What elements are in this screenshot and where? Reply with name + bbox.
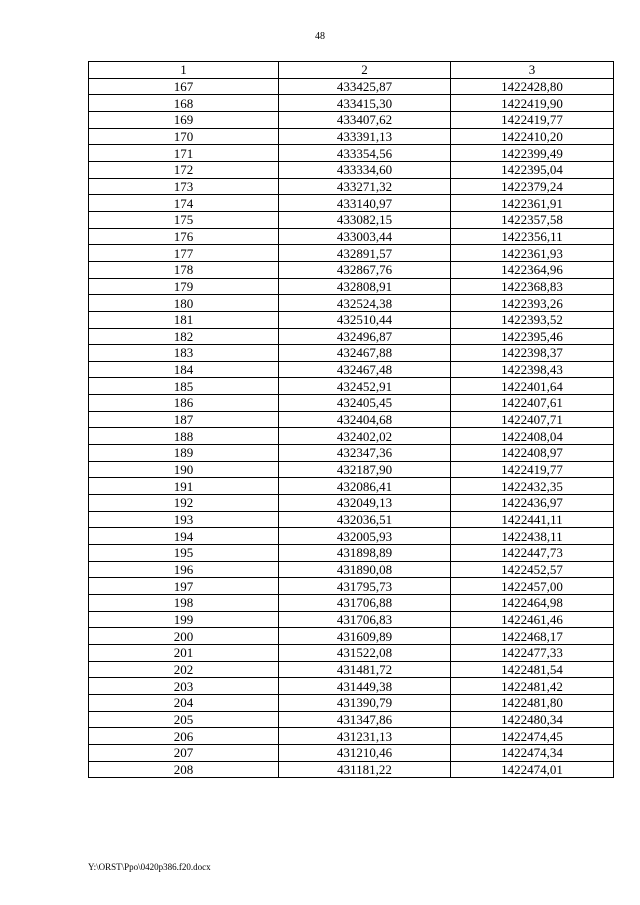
- y-coordinate-cell: 1422481,42: [451, 678, 614, 695]
- table-row: [89, 78, 614, 95]
- x-coordinate-cell: 433425,87: [279, 78, 451, 95]
- point-number-cell: 174: [89, 195, 279, 212]
- table-row: [89, 345, 614, 362]
- point-number-cell: 193: [89, 511, 279, 528]
- table-row: [89, 428, 614, 445]
- table-row: [89, 678, 614, 695]
- y-coordinate-cell: 1422408,04: [451, 428, 614, 445]
- point-number-cell: 203: [89, 678, 279, 695]
- table-row: [89, 361, 614, 378]
- y-coordinate-cell: 1422361,93: [451, 245, 614, 262]
- x-coordinate-cell: 431231,13: [279, 728, 451, 745]
- column-header-2: 2: [279, 62, 451, 79]
- point-number-cell: 201: [89, 644, 279, 661]
- coordinates-table: [88, 61, 614, 778]
- y-coordinate-cell: 1422361,91: [451, 195, 614, 212]
- y-coordinate-cell: 1422461,46: [451, 611, 614, 628]
- table-row: [89, 311, 614, 328]
- y-coordinate-cell: 1422474,34: [451, 744, 614, 761]
- x-coordinate-cell: 431181,22: [279, 761, 451, 778]
- y-coordinate-cell: 1422452,57: [451, 561, 614, 578]
- table-header-row: [89, 62, 614, 79]
- table-row: [89, 761, 614, 778]
- x-coordinate-cell: 431210,46: [279, 744, 451, 761]
- y-coordinate-cell: 1422356,11: [451, 228, 614, 245]
- point-number-cell: 169: [89, 111, 279, 128]
- point-number-cell: 170: [89, 128, 279, 145]
- x-coordinate-cell: 433407,62: [279, 111, 451, 128]
- x-coordinate-cell: 432467,48: [279, 361, 451, 378]
- table-row: [89, 495, 614, 512]
- x-coordinate-cell: 431522,08: [279, 644, 451, 661]
- y-coordinate-cell: 1422477,33: [451, 644, 614, 661]
- table-row: [89, 245, 614, 262]
- x-coordinate-cell: 433415,30: [279, 95, 451, 112]
- x-coordinate-cell: 432867,76: [279, 261, 451, 278]
- table-row: [89, 661, 614, 678]
- y-coordinate-cell: 1422441,11: [451, 511, 614, 528]
- point-number-cell: 208: [89, 761, 279, 778]
- y-coordinate-cell: 1422480,34: [451, 711, 614, 728]
- y-coordinate-cell: 1422407,71: [451, 411, 614, 428]
- point-number-cell: 171: [89, 145, 279, 162]
- point-number-cell: 186: [89, 395, 279, 412]
- y-coordinate-cell: 1422481,80: [451, 694, 614, 711]
- table-row: [89, 278, 614, 295]
- point-number-cell: 188: [89, 428, 279, 445]
- y-coordinate-cell: 1422447,73: [451, 545, 614, 562]
- x-coordinate-cell: 433082,15: [279, 211, 451, 228]
- point-number-cell: 184: [89, 361, 279, 378]
- x-coordinate-cell: 432808,91: [279, 278, 451, 295]
- x-coordinate-cell: 432036,51: [279, 511, 451, 528]
- page-number: 48: [315, 31, 325, 42]
- point-number-cell: 191: [89, 478, 279, 495]
- table-row: [89, 644, 614, 661]
- y-coordinate-cell: 1422428,80: [451, 78, 614, 95]
- y-coordinate-cell: 1422432,35: [451, 478, 614, 495]
- table-row: [89, 511, 614, 528]
- table-row: [89, 478, 614, 495]
- table-row: [89, 211, 614, 228]
- y-coordinate-cell: 1422399,49: [451, 145, 614, 162]
- y-coordinate-cell: 1422436,97: [451, 495, 614, 512]
- point-number-cell: 176: [89, 228, 279, 245]
- y-coordinate-cell: 1422474,01: [451, 761, 614, 778]
- x-coordinate-cell: 432404,68: [279, 411, 451, 428]
- point-number-cell: 195: [89, 545, 279, 562]
- table-row: [89, 445, 614, 462]
- point-number-cell: 181: [89, 311, 279, 328]
- table-row: [89, 328, 614, 345]
- table-row: [89, 461, 614, 478]
- y-coordinate-cell: 1422401,64: [451, 378, 614, 395]
- x-coordinate-cell: 431347,86: [279, 711, 451, 728]
- table-row: [89, 611, 614, 628]
- x-coordinate-cell: 432496,87: [279, 328, 451, 345]
- x-coordinate-cell: 433354,56: [279, 145, 451, 162]
- point-number-cell: 183: [89, 345, 279, 362]
- x-coordinate-cell: 431898,89: [279, 545, 451, 562]
- y-coordinate-cell: 1422419,77: [451, 461, 614, 478]
- table-row: [89, 711, 614, 728]
- x-coordinate-cell: 433334,60: [279, 161, 451, 178]
- point-number-cell: 196: [89, 561, 279, 578]
- point-number-cell: 179: [89, 278, 279, 295]
- x-coordinate-cell: 432347,36: [279, 445, 451, 462]
- point-number-cell: 180: [89, 295, 279, 312]
- table-row: [89, 378, 614, 395]
- x-coordinate-cell: 432187,90: [279, 461, 451, 478]
- x-coordinate-cell: 432086,41: [279, 478, 451, 495]
- x-coordinate-cell: 431449,38: [279, 678, 451, 695]
- y-coordinate-cell: 1422364,96: [451, 261, 614, 278]
- point-number-cell: 175: [89, 211, 279, 228]
- point-number-cell: 189: [89, 445, 279, 462]
- x-coordinate-cell: 431481,72: [279, 661, 451, 678]
- y-coordinate-cell: 1422438,11: [451, 528, 614, 545]
- y-coordinate-cell: 1422419,90: [451, 95, 614, 112]
- table-row: [89, 578, 614, 595]
- x-coordinate-cell: 431795,73: [279, 578, 451, 595]
- y-coordinate-cell: 1422410,20: [451, 128, 614, 145]
- x-coordinate-cell: 432452,91: [279, 378, 451, 395]
- table-row: [89, 161, 614, 178]
- point-number-cell: 182: [89, 328, 279, 345]
- point-number-cell: 190: [89, 461, 279, 478]
- point-number-cell: 167: [89, 78, 279, 95]
- point-number-cell: 205: [89, 711, 279, 728]
- column-header-3: 3: [451, 62, 614, 79]
- table-row: [89, 744, 614, 761]
- point-number-cell: 198: [89, 595, 279, 612]
- point-number-cell: 194: [89, 528, 279, 545]
- point-number-cell: 197: [89, 578, 279, 595]
- y-coordinate-cell: 1422393,52: [451, 311, 614, 328]
- x-coordinate-cell: 432891,57: [279, 245, 451, 262]
- table-row: [89, 145, 614, 162]
- table-row: [89, 395, 614, 412]
- y-coordinate-cell: 1422474,45: [451, 728, 614, 745]
- y-coordinate-cell: 1422393,26: [451, 295, 614, 312]
- point-number-cell: 172: [89, 161, 279, 178]
- x-coordinate-cell: 431890,08: [279, 561, 451, 578]
- point-number-cell: 199: [89, 611, 279, 628]
- y-coordinate-cell: 1422481,54: [451, 661, 614, 678]
- x-coordinate-cell: 432405,45: [279, 395, 451, 412]
- y-coordinate-cell: 1422398,37: [451, 345, 614, 362]
- table-row: [89, 261, 614, 278]
- x-coordinate-cell: 433003,44: [279, 228, 451, 245]
- y-coordinate-cell: 1422419,77: [451, 111, 614, 128]
- point-number-cell: 185: [89, 378, 279, 395]
- table-row: [89, 178, 614, 195]
- table-row: [89, 195, 614, 212]
- table-row: [89, 545, 614, 562]
- x-coordinate-cell: 432510,44: [279, 311, 451, 328]
- table-row: [89, 411, 614, 428]
- x-coordinate-cell: 432049,13: [279, 495, 451, 512]
- table-row: [89, 295, 614, 312]
- y-coordinate-cell: 1422407,61: [451, 395, 614, 412]
- table-row: [89, 595, 614, 612]
- x-coordinate-cell: 432402,02: [279, 428, 451, 445]
- x-coordinate-cell: 431609,89: [279, 628, 451, 645]
- point-number-cell: 173: [89, 178, 279, 195]
- y-coordinate-cell: 1422398,43: [451, 361, 614, 378]
- y-coordinate-cell: 1422395,04: [451, 161, 614, 178]
- x-coordinate-cell: 431706,88: [279, 595, 451, 612]
- x-coordinate-cell: 433391,13: [279, 128, 451, 145]
- table-row: [89, 628, 614, 645]
- point-number-cell: 207: [89, 744, 279, 761]
- y-coordinate-cell: 1422368,83: [451, 278, 614, 295]
- point-number-cell: 206: [89, 728, 279, 745]
- x-coordinate-cell: 432005,93: [279, 528, 451, 545]
- table-row: [89, 528, 614, 545]
- x-coordinate-cell: 432467,88: [279, 345, 451, 362]
- y-coordinate-cell: 1422379,24: [451, 178, 614, 195]
- y-coordinate-cell: 1422357,58: [451, 211, 614, 228]
- table-row: [89, 728, 614, 745]
- point-number-cell: 200: [89, 628, 279, 645]
- column-header-1: 1: [89, 62, 279, 79]
- y-coordinate-cell: 1422457,00: [451, 578, 614, 595]
- x-coordinate-cell: 431390,79: [279, 694, 451, 711]
- y-coordinate-cell: 1422464,98: [451, 595, 614, 612]
- point-number-cell: 178: [89, 261, 279, 278]
- table-row: [89, 95, 614, 112]
- y-coordinate-cell: 1422408,97: [451, 445, 614, 462]
- y-coordinate-cell: 1422395,46: [451, 328, 614, 345]
- table-row: [89, 228, 614, 245]
- x-coordinate-cell: 433271,32: [279, 178, 451, 195]
- x-coordinate-cell: 433140,97: [279, 195, 451, 212]
- table-row: [89, 694, 614, 711]
- point-number-cell: 192: [89, 495, 279, 512]
- point-number-cell: 204: [89, 694, 279, 711]
- x-coordinate-cell: 431706,83: [279, 611, 451, 628]
- point-number-cell: 168: [89, 95, 279, 112]
- point-number-cell: 187: [89, 411, 279, 428]
- table-header: [89, 62, 614, 79]
- x-coordinate-cell: 432524,38: [279, 295, 451, 312]
- table-row: [89, 111, 614, 128]
- table-row: [89, 561, 614, 578]
- point-number-cell: 202: [89, 661, 279, 678]
- y-coordinate-cell: 1422468,17: [451, 628, 614, 645]
- footer-file-path: Y:\ORST\Ppo\0420p386.f20.docx: [88, 862, 211, 872]
- table-body: [89, 78, 614, 778]
- table-row: [89, 128, 614, 145]
- point-number-cell: 177: [89, 245, 279, 262]
